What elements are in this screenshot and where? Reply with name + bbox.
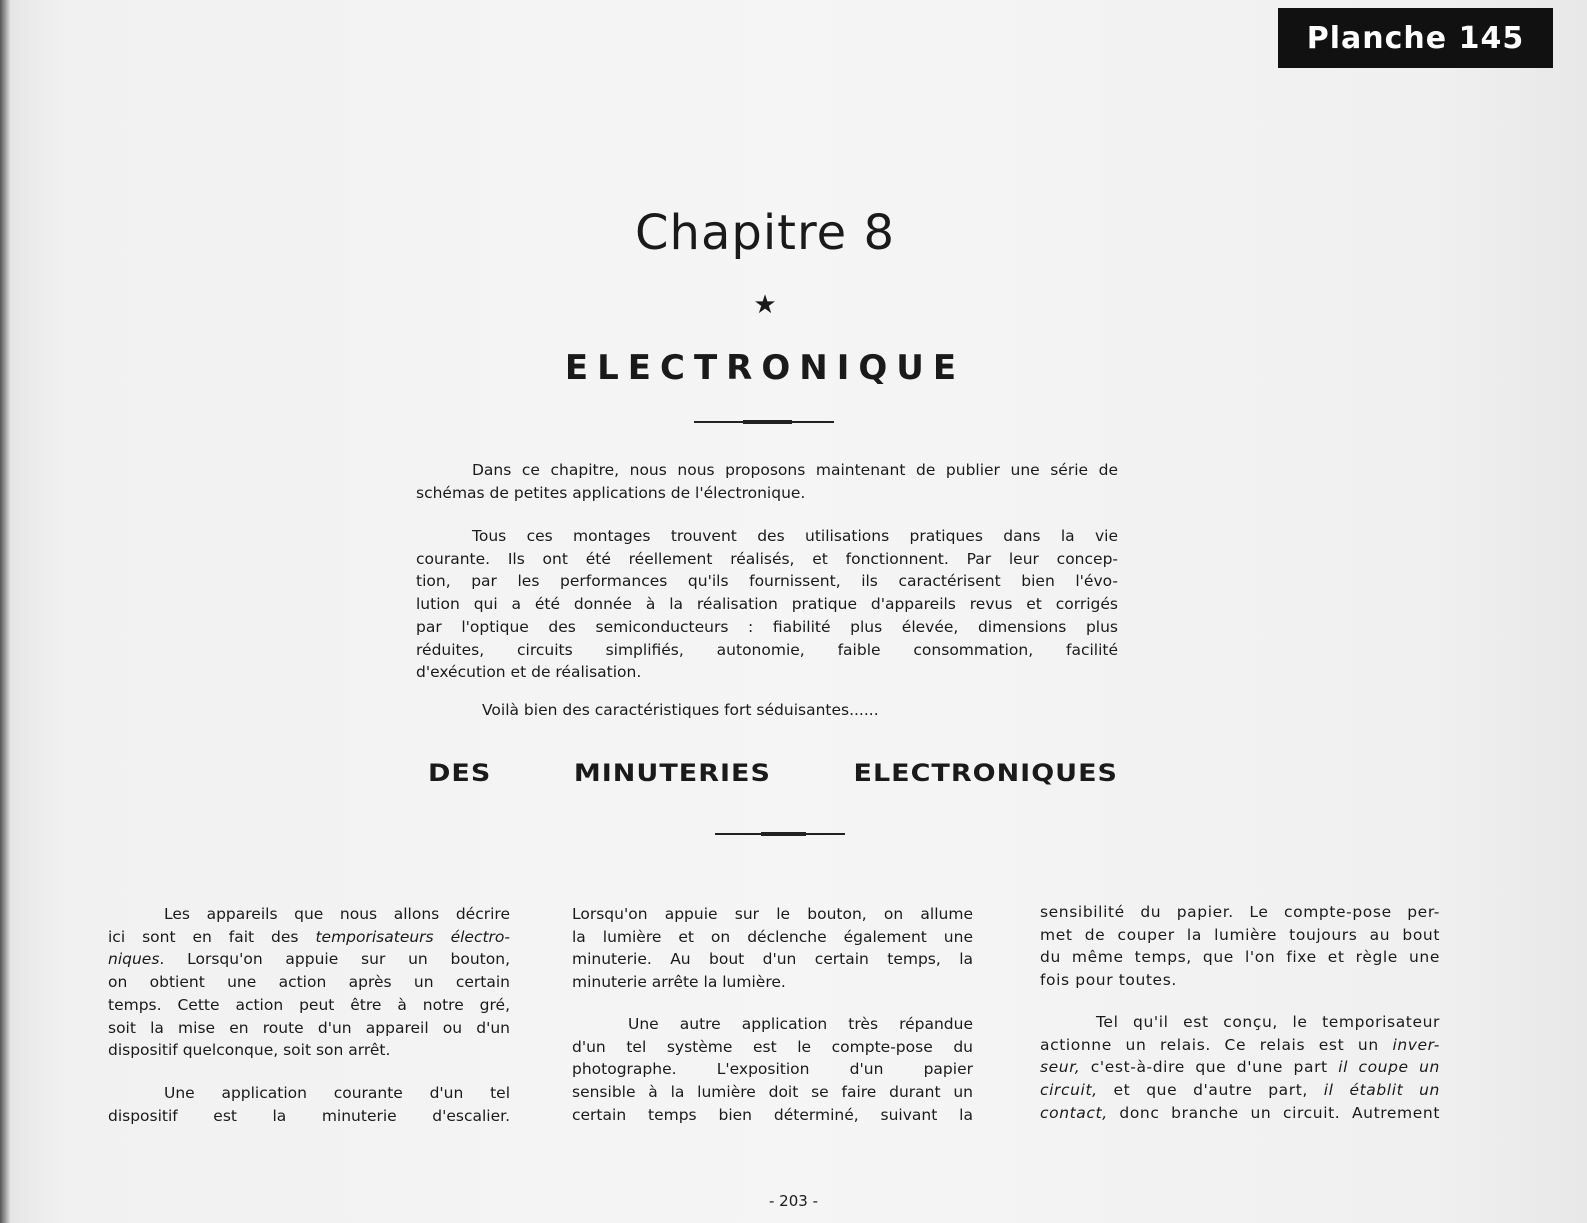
text-segment: la lumière et on déclenche également une	[572, 927, 973, 946]
text-line	[1040, 1102, 1440, 1125]
star-ornament: ★	[753, 290, 777, 320]
text-line	[416, 661, 1118, 684]
text-line	[1040, 1056, 1440, 1079]
column-2-paragraph	[572, 1013, 973, 1127]
text-line	[1040, 924, 1440, 947]
text-segment: courante. Ils ont été réellement réalisés, et fonctionnent. Par leur concep-	[416, 549, 1118, 568]
text-segment: réduites, circuits simplifiés, autonomie, faible consommation, facilité	[416, 640, 1118, 659]
text-line	[572, 1104, 973, 1127]
italic-text: temporisateurs électro-	[315, 927, 510, 946]
text-segment: tion, par les performances qu'ils fournissent, ils caractérisent bien l'évo-	[416, 572, 1118, 591]
text-segment: schémas de petites applications de l'électronique.	[416, 483, 806, 502]
text-line	[108, 971, 510, 994]
text-line	[572, 1013, 973, 1036]
text-line	[108, 1039, 510, 1062]
text-segment: dispositif quelconque, soit son arrêt.	[108, 1041, 391, 1060]
text-segment: Une application courante d'un tel	[164, 1084, 510, 1102]
text-line	[416, 570, 1118, 593]
text-segment: Tous ces montages trouvent des utilisations pratiques dans la vie	[472, 527, 1118, 545]
italic-text: contact,	[1040, 1103, 1108, 1122]
text-segment: dispositif est la minuterie d'escalier.	[108, 1106, 510, 1125]
text-segment: Voilà bien des caractéristiques fort séduisantes......	[482, 701, 879, 719]
text-line	[108, 926, 510, 949]
text-segment: minuterie arrête la lumière.	[572, 973, 786, 992]
text-line	[1040, 1011, 1440, 1034]
text-line	[108, 903, 510, 926]
text-segment: et que d'autre part,	[1097, 1081, 1324, 1100]
column-1-paragraph	[108, 903, 510, 1062]
text-line	[108, 948, 510, 971]
text-segment: minuterie. Au bout d'un certain temps, la	[572, 950, 973, 969]
text-segment: ici sont en fait des	[108, 927, 316, 946]
text-segment: Dans ce chapitre, nous nous proposons maintenant de publier une série de	[472, 461, 1118, 479]
plate-label: Planche 145	[1278, 8, 1553, 68]
column-2-paragraph	[572, 903, 973, 994]
text-segment: donc branche un circuit. Autrement	[1107, 1103, 1440, 1122]
text-line	[416, 459, 1118, 482]
text-line	[426, 699, 1128, 722]
text-line	[108, 1082, 510, 1105]
text-line	[416, 482, 1118, 505]
italic-text: il coupe un	[1338, 1058, 1440, 1077]
text-line	[572, 1081, 973, 1104]
text-line	[1040, 969, 1440, 992]
divider	[694, 421, 834, 423]
text-line	[416, 548, 1118, 571]
text-segment: Les appareils que nous allons décrire	[164, 905, 510, 923]
text-line	[572, 971, 973, 994]
text-line	[1040, 946, 1440, 969]
text-line	[1040, 901, 1440, 924]
column-1-paragraph	[108, 1082, 510, 1127]
text-line	[416, 593, 1118, 616]
intro-paragraph	[416, 459, 1118, 504]
text-segment: photographe. L'exposition d'un papier	[572, 1060, 973, 1079]
text-segment: . Lorsqu'on appuie sur un bouton,	[159, 950, 510, 969]
text-segment: du même temps, que l'on fixe et règle une	[1040, 948, 1440, 967]
text-line	[1040, 1034, 1440, 1057]
page-number: - 203 -	[769, 1192, 818, 1210]
text-segment: par l'optique des semiconducteurs : fiabilité plus élevée, dimensions plus	[416, 617, 1118, 636]
text-line	[108, 1017, 510, 1040]
text-segment: Une autre application très répandue	[628, 1015, 973, 1033]
text-segment: on obtient une action après un certain	[108, 973, 510, 992]
column-3-paragraph	[1040, 901, 1440, 992]
text-segment: sensible à la lumière doit se faire durant un	[572, 1083, 973, 1102]
binding-shadow	[0, 0, 10, 1223]
column-3-paragraph	[1040, 1011, 1440, 1125]
chapter-title: Chapitre 8	[635, 205, 895, 261]
text-segment: soit la mise en route d'un appareil ou d'un	[108, 1018, 510, 1037]
text-segment: actionne un relais. Ce relais est un	[1040, 1035, 1393, 1054]
intro-paragraph	[426, 699, 1128, 722]
text-segment: temps. Cette action peut être à notre gré,	[108, 995, 510, 1014]
text-segment: Tel qu'il est conçu, le temporisateur	[1096, 1013, 1440, 1031]
text-line	[108, 994, 510, 1017]
text-line	[108, 1105, 510, 1128]
text-line	[416, 639, 1118, 662]
italic-text: circuit,	[1040, 1081, 1098, 1100]
text-segment: fois pour toutes.	[1040, 971, 1177, 990]
text-line	[572, 1036, 973, 1059]
text-line	[572, 1058, 973, 1081]
italic-text: il établit un	[1323, 1081, 1440, 1100]
divider	[715, 833, 845, 835]
intro-paragraph	[416, 525, 1118, 684]
text-line	[1040, 1079, 1440, 1102]
text-segment: met de couper la lumière toujours au bout	[1040, 925, 1440, 944]
section-heading: DES MINUTERIES ELECTRONIQUES	[428, 759, 1118, 788]
text-line	[572, 926, 973, 949]
text-segment: d'un tel système est le compte-pose du	[572, 1037, 973, 1056]
text-segment: sensibilité du papier. Le compte-pose per-	[1040, 903, 1440, 921]
text-line	[572, 903, 973, 926]
text-segment: lution qui a été donnée à la réalisation pratique d'appareils revus et corrigés	[416, 595, 1118, 614]
chapter-subject: ELECTRONIQUE	[564, 348, 966, 388]
text-segment: c'est-à-dire que d'une part	[1080, 1058, 1339, 1077]
text-line	[416, 525, 1118, 548]
italic-text: niques	[108, 950, 160, 969]
italic-text: inver-	[1392, 1035, 1440, 1054]
text-segment: certain temps bien déterminé, suivant la	[572, 1105, 973, 1124]
italic-text: seur,	[1040, 1058, 1081, 1077]
text-segment: Lorsqu'on appuie sur le bouton, on allume	[572, 905, 973, 923]
text-segment: d'exécution et de réalisation.	[416, 663, 642, 682]
text-line	[572, 948, 973, 971]
text-line	[416, 616, 1118, 639]
